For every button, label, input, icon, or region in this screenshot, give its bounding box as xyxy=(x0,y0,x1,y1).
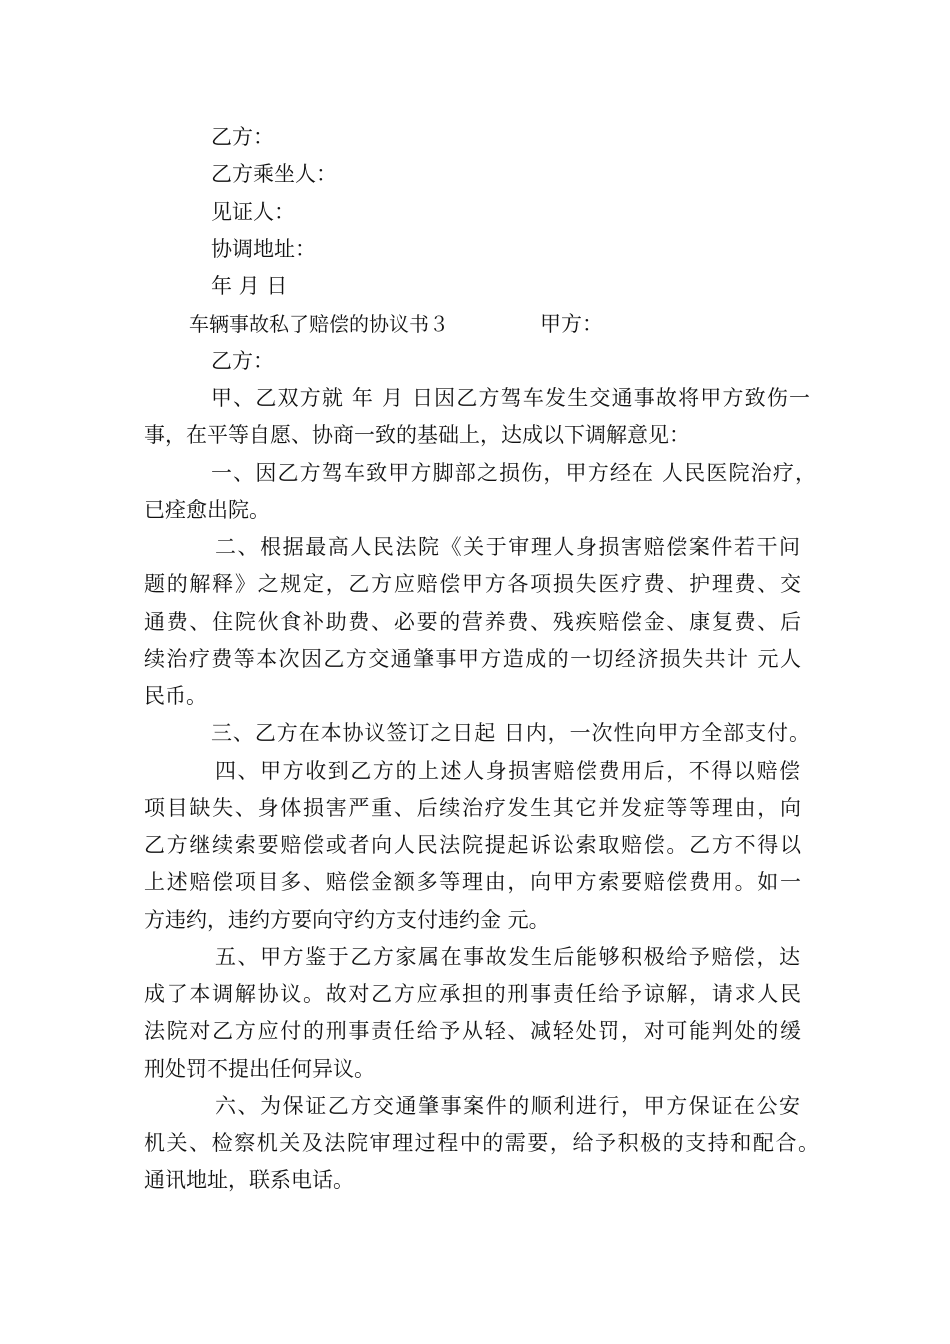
party-b-label: 乙方： xyxy=(211,125,274,149)
clause6-line-2: 机关、检察机关及法院审理过程中的需要，给予积极的支持和配合。 xyxy=(144,1131,819,1155)
clause5-line-3: 法院对乙方应付的刑事责任给予从轻、减轻处罚，对可能判处的缓 xyxy=(144,1019,801,1043)
clause2-line-1: 二、根据最高人民法院《关于审理人身损害赔偿案件若干问 xyxy=(215,535,800,559)
clause2-line-3: 通费、住院伙食补助费、必要的营养费、残疾赔偿金、康复费、后 xyxy=(144,610,801,634)
clause2-line-4: 续治疗费等本次因乙方交通肇事甲方造成的一切经济损失共计 元人 xyxy=(144,647,801,671)
agreement-title: 车辆事故私了赔偿的协议书３ xyxy=(189,312,449,336)
party-b-label-2: 乙方： xyxy=(211,349,274,373)
clause6-line-1: 六、为保证乙方交通肇事案件的顺利进行，甲方保证在公安 xyxy=(215,1094,800,1118)
clause2-line-2: 题的解释》之规定，乙方应赔偿甲方各项损失医疗费、护理费、交 xyxy=(144,572,801,596)
intro-line-2: 事，在平等自愿、协商一致的基础上，达成以下调解意见： xyxy=(144,423,690,447)
contact-info-line: 通讯地址，联系电话。 xyxy=(144,1168,354,1192)
date-line: 年 月 日 xyxy=(211,274,288,298)
clause4-line-2: 项目缺失、身体损害严重、后续治疗发生其它并发症等等理由，向 xyxy=(144,796,801,820)
clause5-line-1: 五、甲方鉴于乙方家属在事故发生后能够积极给予赔偿，达 xyxy=(215,945,800,969)
mediation-address-label: 协调地址： xyxy=(211,237,316,261)
clause4-line-1: 四、甲方收到乙方的上述人身损害赔偿费用后，不得以赔偿 xyxy=(215,759,800,783)
clause4-line-5: 方违约，违约方要向守约方支付违约金 元。 xyxy=(144,908,550,932)
clause1-line-2: 已痊愈出院。 xyxy=(144,498,270,522)
clause5-line-4: 刑处罚不提出任何异议。 xyxy=(144,1057,375,1081)
party-b-passenger-label: 乙方乘坐人： xyxy=(211,162,337,186)
witness-label: 见证人： xyxy=(211,200,295,224)
clause1-line-1: 一、因乙方驾车致甲方脚部之损伤，甲方经在 人民医院治疗， xyxy=(211,461,816,485)
clause5-line-2: 成了本调解协议。故对乙方应承担的刑事责任给予谅解，请求人民 xyxy=(144,982,801,1006)
clause3-line-1: 三、乙方在本协议签订之日起 日内，一次性向甲方全部支付。 xyxy=(211,721,810,745)
party-a-label: 甲方： xyxy=(540,312,603,336)
clause4-line-3: 乙方继续索要赔偿或者向人民法院提起诉讼索取赔偿。乙方不得以 xyxy=(144,833,801,857)
clause4-line-4: 上述赔偿项目多、赔偿金额多等理由，向甲方索要赔偿费用。如一 xyxy=(144,870,801,894)
clause2-line-5: 民币。 xyxy=(144,684,207,708)
intro-line-1: 甲、乙双方就 年 月 日因乙方驾车发生交通事故将甲方致伤一 xyxy=(211,386,810,410)
